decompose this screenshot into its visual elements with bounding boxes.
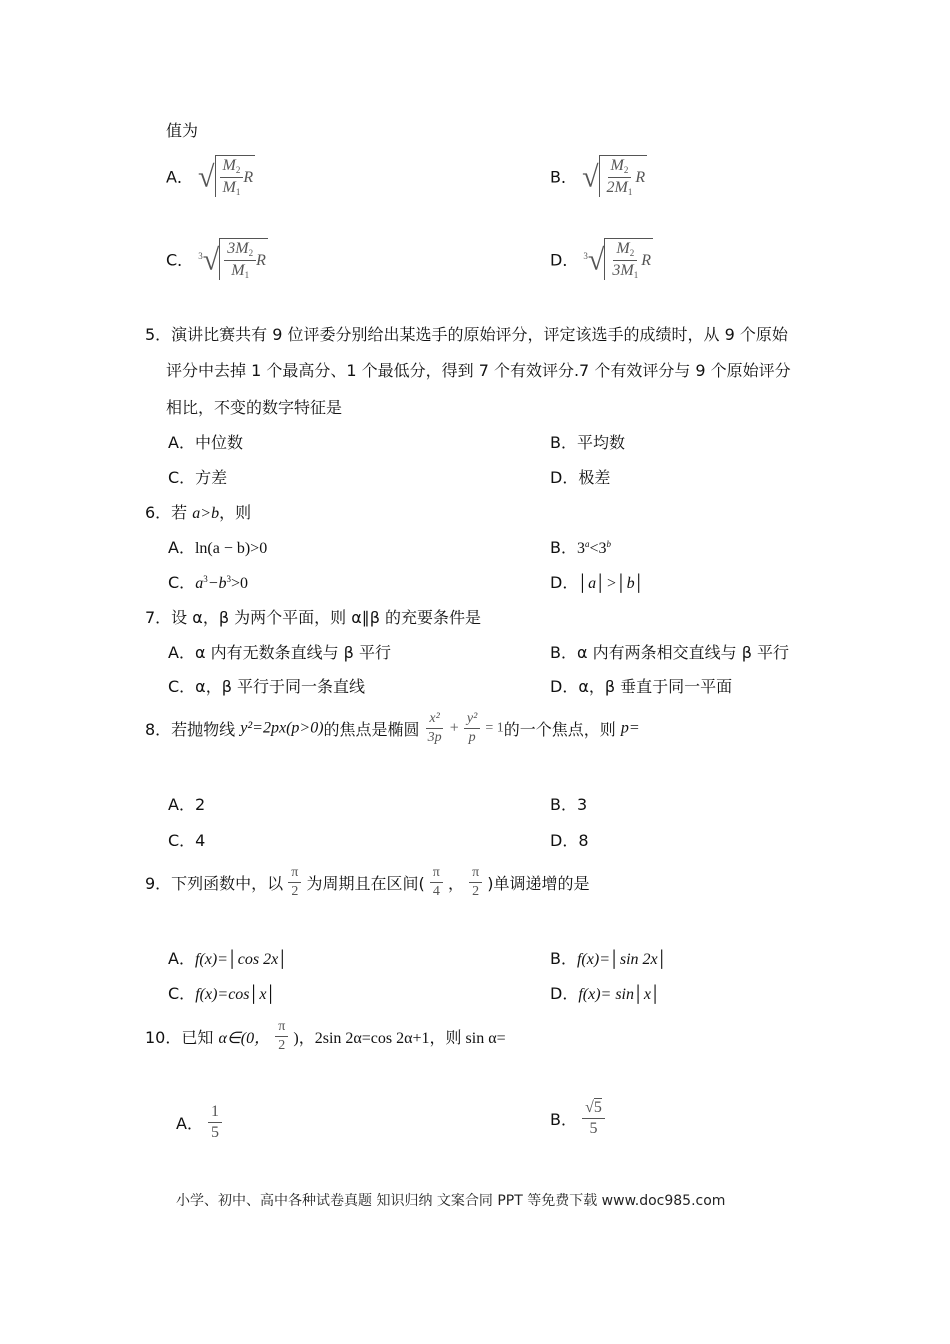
fraction-root5-over-5: $\frac{√5}{5}$ [582,1100,605,1137]
option-letter: D． [550,250,579,270]
fraction-one-fifth: $\frac{1}{5}$ [208,1104,222,1141]
q8-option-d[interactable]: D．8 [550,831,589,850]
q4-option-a[interactable] [166,155,255,197]
q8-option-b[interactable]: B．3 [550,795,588,814]
q8-option-a[interactable]: A．2 [168,795,206,814]
q4-option-b[interactable] [550,155,647,197]
q9-option-d[interactable]: D．f(x)= sin│x│ [550,984,661,1003]
pi-over-4: $\frac{\pi}{4}$ [430,866,443,899]
radical-expression: √ $\frac{M_2}{2M_1}$ R [582,157,646,197]
q7-option-c[interactable]: C．α，β 平行于同一条直线 [168,677,366,696]
pi-over-2: $\frac{\pi}{2}$ [469,866,482,899]
q10-option-b[interactable]: B． $\frac{√5}{5}$ [550,1100,605,1137]
q6-option-b[interactable]: B．$3^a<3^b$ [550,538,612,557]
q6-option-d[interactable]: D．│a│>│b│ [550,573,645,592]
q7-stem: 7．设 α，β 为两个平面，则 α∥β 的充要条件是 [145,608,482,627]
q6-option-c[interactable]: C．$a^3-b^3>0$ [168,573,249,592]
q5-stem-line1: 5．演讲比赛共有 9 位评委分别给出某选手的原始评分，评定该选手的成绩时，从 9 个原始 [145,325,788,344]
pi-over-2: $\frac{\pi}{2}$ [275,1020,288,1053]
ellipse-fraction-x: $\frac{\text{x²}}{3p}$ [427,711,442,745]
q9-stem: 9．下列函数中，以 $\frac{\pi}{2}$ 为周期且在区间( $\frac{\pi}{4}$ ， $\frac{\pi}{2}$ )单调递增的是 [145,865,590,899]
option-letter: B． [550,167,577,187]
q9-option-c[interactable]: C．f(x)=cos│x│ [168,984,277,1003]
q4-tail: 值为 [166,121,199,140]
cube-root-expression: $^3$√ $\frac{M_2}{3M_1}$ R [583,240,651,280]
cube-root-expression: $^3$√ $\frac{3M_2}{M_1}$ R [198,240,266,280]
q8-option-c[interactable]: C．4 [168,831,206,850]
q5-option-d[interactable]: D．极差 [550,468,611,487]
option-letter: C． [166,250,194,270]
q5-stem-line3: 相比，不变的数字特征是 [166,398,343,417]
q9-option-a[interactable]: A．f(x)=│cos 2x│ [168,949,289,968]
q9-option-b[interactable]: B．f(x)=│sin 2x│ [550,949,668,968]
q5-stem-line2: 评分中去掉 1 个最高分、1 个最低分，得到 7 个有效评分.7 个有效评分与 9 个原始评分 [166,361,791,380]
q5-option-c[interactable]: C．方差 [168,468,228,487]
q6-option-a[interactable]: A．ln(a − b)>0 [168,538,268,557]
pi-over-2: $\frac{\pi}{2}$ [288,866,301,899]
q7-option-a[interactable]: A．α 内有无数条直线与 β 平行 [168,643,391,662]
footer-text: 小学、初中、高中各种试卷真题 知识归纳 文案合同 PPT 等免费下载 www.doc985.com [176,1193,726,1209]
q10-stem: 10．已知 α∈(0， $\frac{\pi}{2}$ )，2sin 2α=cos 2α+1，则 sin α= [145,1019,506,1053]
q7-option-d[interactable]: D．α，β 垂直于同一平面 [550,677,733,696]
q8-stem: 8．若抛物线 y²=2px(p>0)的焦点是椭圆 $\frac{\text{x²}}{3p}$ + $\frac{\text{y²}}{p}$ = 1的一个焦点，则 p= [145,711,640,745]
q6-stem: 6．若 a>b，则 [145,503,252,522]
q4-option-d[interactable] [550,238,653,280]
option-letter: A． [166,167,193,187]
q10-option-a[interactable]: A． $\frac{1}{5}$ [176,1104,222,1141]
q5-option-a[interactable]: A．中位数 [168,433,243,452]
q4-option-c[interactable] [166,238,268,280]
q5-option-b[interactable]: B．平均数 [550,433,625,452]
ellipse-fraction-y: $\frac{\text{y²}}{p}$ [464,712,480,745]
q7-option-b[interactable]: B．α 内有两条相交直线与 β 平行 [550,643,789,662]
radical-expression: √ $\frac{M_2}{M_1}$ R [198,157,254,197]
